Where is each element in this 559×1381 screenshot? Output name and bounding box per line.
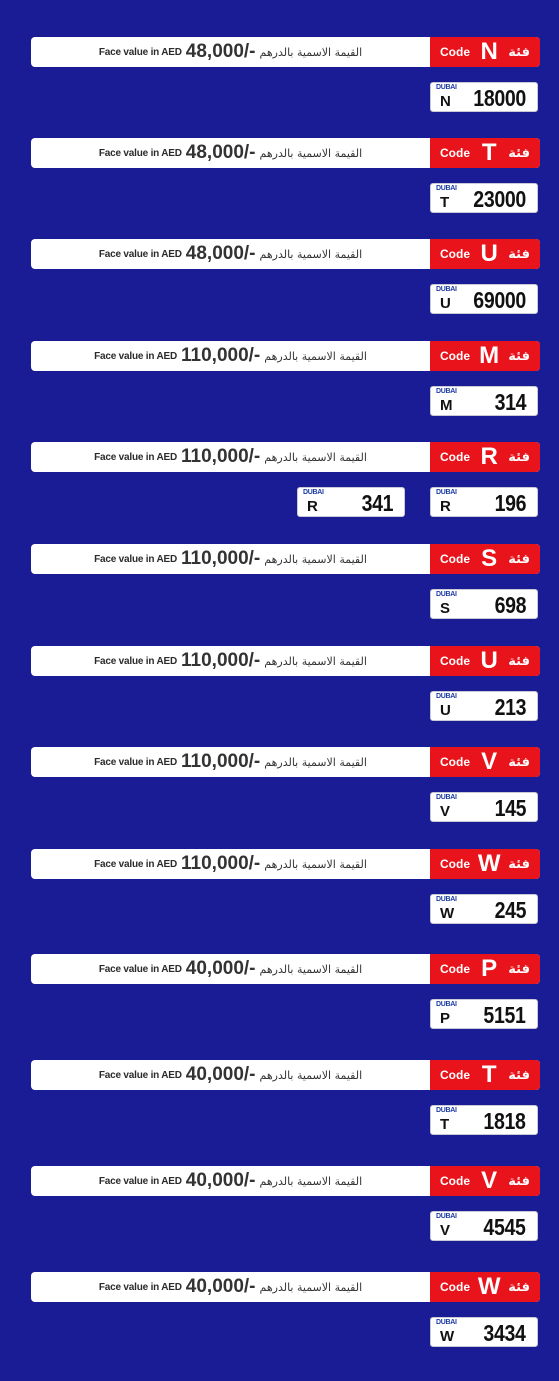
plate-number: 213 [494,694,526,720]
plate-letter: U [440,702,451,719]
plate-emirate: DUBAI [436,794,457,801]
code-badge [430,1272,540,1302]
code-label-en: Code [440,349,470,363]
code-label-ar: فئة [508,145,530,161]
face-value [31,442,430,472]
group-header [31,954,540,984]
face-value-label-ar: القيمة الاسمية بالدرهم [264,654,367,668]
code-badge [430,1166,540,1196]
face-value [31,747,430,777]
code-letter: W [477,1273,501,1300]
face-value-label-en: Face value in AED [98,1281,182,1293]
code-letter: U [480,240,498,267]
plate-emirate: DUBAI [436,489,457,496]
number-plate[interactable] [430,999,538,1029]
code-label-ar: فئة [508,856,530,872]
group-header [31,646,540,676]
plate-letter: N [440,93,451,110]
plate-letter: U [440,295,451,312]
code-badge [430,954,540,984]
code-label-ar: فئة [508,246,530,262]
face-value-amount: 110,000/- [181,548,261,569]
group-header [31,849,540,879]
number-plate[interactable] [297,487,405,517]
face-value-amount: 110,000/- [181,345,261,366]
code-letter: T [481,1061,497,1088]
face-value [31,239,430,269]
plate-number: 23000 [473,186,526,212]
plate-letter: V [440,803,451,820]
code-label-ar: فئة [508,961,530,977]
number-plate[interactable] [430,589,538,619]
face-value [31,954,430,984]
code-label-en: Code [440,654,470,668]
code-label-en: Code [440,247,470,261]
code-label-en: Code [440,857,470,871]
face-value-label-en: Face value in AED [98,46,182,58]
face-value-amount: 48,000/- [185,142,256,163]
code-label-en: Code [440,1174,470,1188]
number-plate[interactable] [430,1317,538,1347]
face-value [31,37,430,67]
code-label-en: Code [440,1280,470,1294]
code-label-en: Code [440,146,470,160]
code-letter: V [481,1167,498,1194]
code-badge [430,1060,540,1090]
group-header [31,341,540,371]
face-value [31,138,430,168]
plate-emirate: DUBAI [436,1319,457,1326]
plate-emirate: DUBAI [436,1001,457,1008]
group-header [31,544,540,574]
face-value-amount: 48,000/- [185,41,256,62]
face-value-label-ar: القيمة الاسمية بالدرهم [264,755,367,769]
plate-number: 5151 [483,1002,526,1028]
group-header [31,747,540,777]
code-label-ar: فئة [508,1067,530,1083]
code-label-ar: فئة [508,551,530,567]
face-value-label-en: Face value in AED [94,756,178,768]
code-letter: V [481,748,498,775]
plate-number: 145 [494,795,526,821]
plate-letter: T [440,1116,450,1133]
face-value-label-en: Face value in AED [94,655,178,667]
face-value-amount: 40,000/- [185,1064,256,1085]
code-badge [430,239,540,269]
face-value-amount: 110,000/- [181,853,261,874]
code-badge [430,442,540,472]
code-letter: T [481,139,497,166]
plate-letter: W [440,905,455,922]
code-label-ar: فئة [508,449,530,465]
plate-number: 69000 [473,287,526,313]
number-plate[interactable] [430,1105,538,1135]
face-value [31,544,430,574]
code-letter: M [479,342,500,369]
number-plate[interactable] [430,1211,538,1241]
plate-number: 18000 [473,85,526,111]
group-header [31,138,540,168]
face-value-label-en: Face value in AED [98,1175,182,1187]
face-value-amount: 110,000/- [181,751,261,772]
plate-emirate: DUBAI [436,388,457,395]
code-letter: P [481,955,498,982]
number-plate[interactable] [430,386,538,416]
number-plate[interactable] [430,691,538,721]
code-letter: U [480,647,498,674]
face-value-label-ar: القيمة الاسمية بالدرهم [259,1280,363,1294]
number-plate[interactable] [430,82,538,112]
face-value-label-ar: القيمة الاسمية بالدرهم [259,247,363,261]
code-badge [430,341,540,371]
plate-emirate: DUBAI [436,185,457,192]
plate-number: 314 [494,389,526,415]
plate-letter: R [440,498,451,515]
face-value-amount: 40,000/- [185,1170,256,1191]
plate-letter: V [440,1222,451,1239]
group-header [31,1060,540,1090]
code-label-en: Code [440,755,470,769]
face-value-amount: 48,000/- [185,243,256,264]
code-badge [430,544,540,574]
plate-letter: P [440,1010,451,1027]
face-value-label-ar: القيمة الاسمية بالدرهم [264,450,367,464]
code-label-ar: فئة [508,1173,530,1189]
plate-number: 3434 [483,1320,526,1346]
face-value-label-en: Face value in AED [94,350,178,362]
number-plate[interactable] [430,284,538,314]
code-badge [430,747,540,777]
code-label-en: Code [440,45,470,59]
face-value-label-ar: القيمة الاسمية بالدرهم [259,45,363,59]
code-badge [430,138,540,168]
face-value [31,341,430,371]
number-plate[interactable] [430,894,538,924]
plate-number: 698 [494,592,526,618]
face-value [31,1272,430,1302]
plate-emirate: DUBAI [436,591,457,598]
plate-letter: S [440,600,451,617]
face-value-label-en: Face value in AED [98,963,182,975]
plate-letter: R [307,498,318,515]
code-label-ar: فئة [508,653,530,669]
plate-letter: W [440,1328,455,1345]
plate-emirate: DUBAI [436,1213,457,1220]
face-value-label-ar: القيمة الاسمية بالدرهم [264,857,367,871]
face-value-label-ar: القيمة الاسمية بالدرهم [264,552,367,566]
code-label-ar: فئة [508,754,530,770]
plate-emirate: DUBAI [436,896,457,903]
code-badge [430,37,540,67]
code-letter: R [480,443,498,470]
face-value [31,849,430,879]
plate-emirate: DUBAI [436,286,457,293]
face-value-amount: 40,000/- [185,958,256,979]
plate-emirate: DUBAI [436,84,457,91]
face-value-label-en: Face value in AED [98,147,182,159]
plate-number: 245 [494,897,526,923]
face-value-label-ar: القيمة الاسمية بالدرهم [259,146,363,160]
face-value-label-en: Face value in AED [94,553,178,565]
face-value-amount: 110,000/- [181,446,261,467]
face-value-amount: 40,000/- [185,1276,256,1297]
plate-emirate: DUBAI [436,1107,457,1114]
plate-emirate: DUBAI [436,693,457,700]
face-value-label-en: Face value in AED [98,248,182,260]
plate-number: 4545 [483,1214,526,1240]
face-value-label-ar: القيمة الاسمية بالدرهم [264,349,367,363]
code-letter: S [481,545,498,572]
face-value-label-en: Face value in AED [94,451,178,463]
group-header [31,442,540,472]
number-plate[interactable] [430,487,538,517]
face-value [31,646,430,676]
code-label-en: Code [440,450,470,464]
code-letter: N [480,38,498,65]
face-value [31,1060,430,1090]
code-label-en: Code [440,552,470,566]
face-value-label-ar: القيمة الاسمية بالدرهم [259,1068,363,1082]
plate-number: 341 [361,490,393,516]
face-value-label-en: Face value in AED [98,1069,182,1081]
code-label-en: Code [440,1068,470,1082]
code-badge [430,849,540,879]
face-value [31,1166,430,1196]
plate-number: 1818 [483,1108,526,1134]
face-value-label-ar: القيمة الاسمية بالدرهم [259,962,363,976]
group-header [31,1166,540,1196]
number-plate[interactable] [430,183,538,213]
code-label-ar: فئة [508,348,530,364]
group-header [31,37,540,67]
code-letter: W [477,850,501,877]
plate-number: 196 [494,490,526,516]
plate-emirate: DUBAI [303,489,324,496]
plate-letter: T [440,194,450,211]
face-value-label-en: Face value in AED [94,858,178,870]
number-plate[interactable] [430,792,538,822]
code-label-en: Code [440,962,470,976]
face-value-label-ar: القيمة الاسمية بالدرهم [259,1174,363,1188]
code-label-ar: فئة [508,1279,530,1295]
group-header [31,239,540,269]
plate-letter: M [440,397,453,414]
face-value-amount: 110,000/- [181,650,261,671]
code-label-ar: فئة [508,44,530,60]
code-badge [430,646,540,676]
group-header [31,1272,540,1302]
